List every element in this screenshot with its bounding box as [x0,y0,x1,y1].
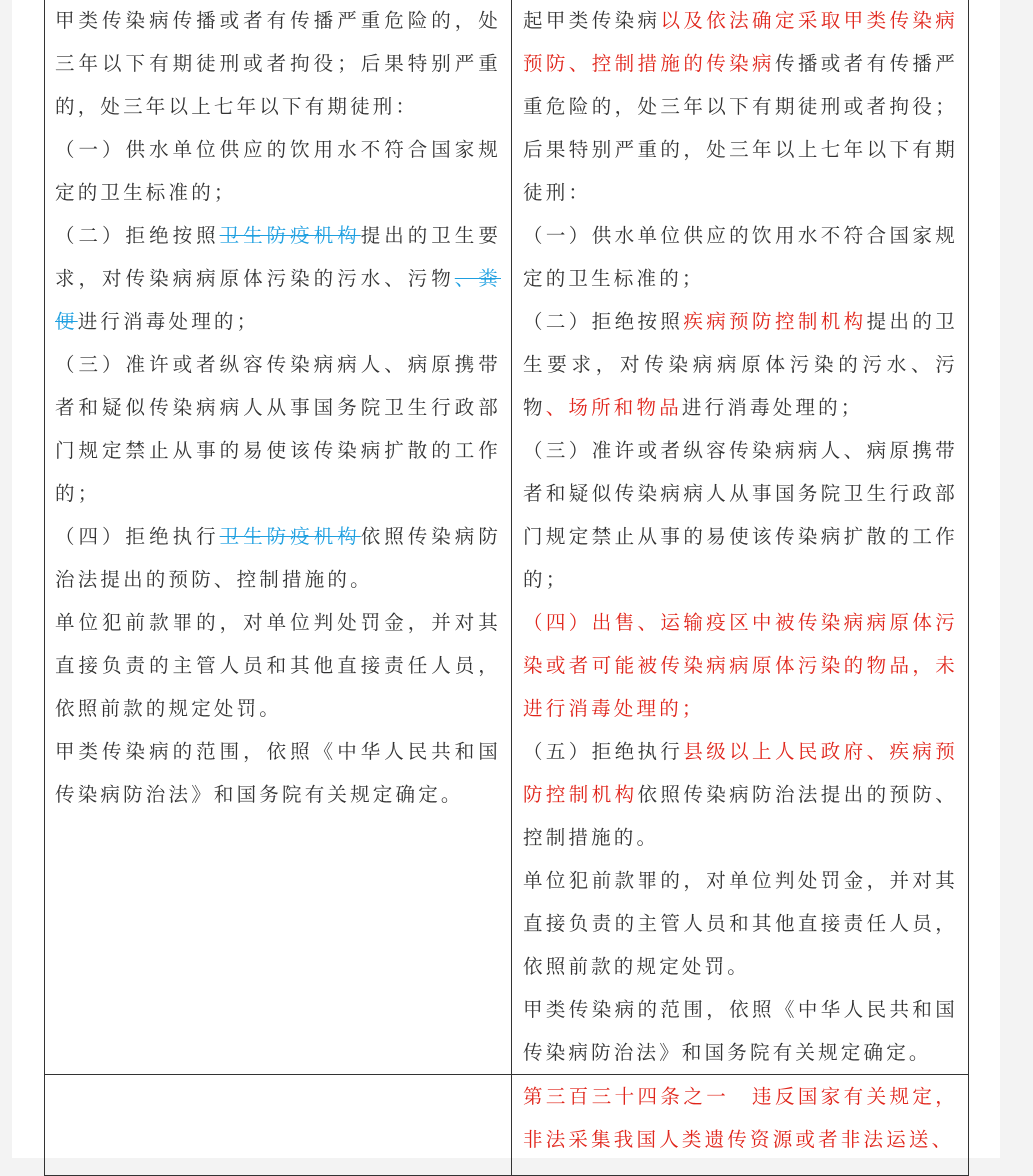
new-article-cell [512,1075,969,1176]
paragraph [55,601,501,730]
paragraph [523,1075,958,1161]
text-run: 甲类传染病的范围，依照《中华人民共和国传染病防治法》和国务院有关规定确定。 [523,998,958,1064]
paragraph [523,859,958,988]
added-text: 疾病预防控制机构 [683,310,867,333]
paragraph [55,214,501,343]
added-text: （四）出售、运输疫区中被传染病病原体污染或者可能被传染病病原体污染的物品，未进行消毒处理的； [523,611,958,720]
text-run: 进行消毒处理的； [681,396,864,419]
text-run: 甲类传染病传播或者有传播严重危险的，处三年以下有期徒刑或者拘役；后果特别严重的，处三年以上七年以下有期徒刑： [55,9,501,118]
paragraph [523,429,958,601]
text-run: （三）准许或者纵容传染病病人、病原携带者和疑似传染病病人从事国务院卫生行政部门规定禁止从事的易使该传染病扩散的工作的； [523,439,958,591]
paragraph [55,515,501,601]
text-run: 单位犯前款罪的，对单位判处罚金，并对其直接负责的主管人员和其他直接责任人员，依照前款的规定处罚。 [55,611,501,720]
new-text-cell [512,0,969,1075]
deleted-text: 、粪便 [55,267,501,333]
paragraph [523,214,958,300]
comparison-table [44,0,969,1176]
added-text: 县级以上人民政府、疾病预防控制机构 [523,740,958,806]
deleted-text: 卫生防疫机构 [219,525,361,548]
text-run: （四）拒绝执行 [55,525,220,548]
text-run: 甲类传染病的范围，依照《中华人民共和国传染病防治法》和国务院有关规定确定。 [55,740,501,806]
text-run: 传播或者有传播严重危险的，处三年以下有期徒刑或者拘役；后果特别严重的，处三年以上七年以下有期徒刑： [523,52,959,204]
paragraph [55,128,501,214]
deleted-text: 卫生防疫机构 [219,224,361,247]
document-page [12,0,1000,1158]
text-run: 提出的卫生要求，对传染病病原体污染的污水、污物 [523,310,958,419]
paragraph [55,0,501,128]
paragraph [523,300,958,429]
paragraph [523,730,958,859]
text-run: （二）拒绝按照 [523,310,684,333]
old-text-cell-empty [45,1075,512,1176]
table-row [45,0,969,1075]
text-run: （二）拒绝按照 [55,224,220,247]
added-text: 第三百三十四条之一 违反国家有关规定，非法采集我国人类遗传资源或者非法运送、 [523,1085,958,1151]
paragraph [55,343,501,515]
old-text-cell [45,0,512,1075]
text-run: （五）拒绝执行 [523,740,684,763]
paragraph [523,988,958,1074]
text-run: （一）供水单位供应的饮用水不符合国家规定的卫生标准的； [523,224,958,290]
paragraph [55,730,501,816]
paragraph [523,601,958,730]
added-text: 以及依法确定采取甲类传染病预防、控制措施的传染病 [523,9,958,75]
text-run: 依照传染病防治法提出的预防、控制措施的。 [55,525,502,591]
new-article-body [512,1075,968,1161]
text-run: 依照传染病防治法提出的预防、控制措施的。 [523,783,958,849]
text-run: （三）准许或者纵容传染病病人、病原携带者和疑似传染病病人从事国务院卫生行政部门规定禁止从事的易使该传染病扩散的工作的； [55,353,501,505]
new-text-body [512,0,968,1074]
text-run: 提出的卫生要求，对传染病病原体污染的污水、污物 [55,224,502,290]
added-text: 、场所和物品 [545,396,682,419]
text-run: （一）供水单位供应的饮用水不符合国家规定的卫生标准的； [55,138,501,204]
text-run: 单位犯前款罪的，对单位判处罚金，并对其直接负责的主管人员和其他直接责任人员，依照前款的规定处罚。 [523,869,958,978]
paragraph [523,0,958,214]
text-run: 起甲类传染病 [523,9,661,32]
table-row [45,1075,969,1176]
text-run: 进行消毒处理的； [77,310,260,333]
old-text-body [45,0,511,816]
